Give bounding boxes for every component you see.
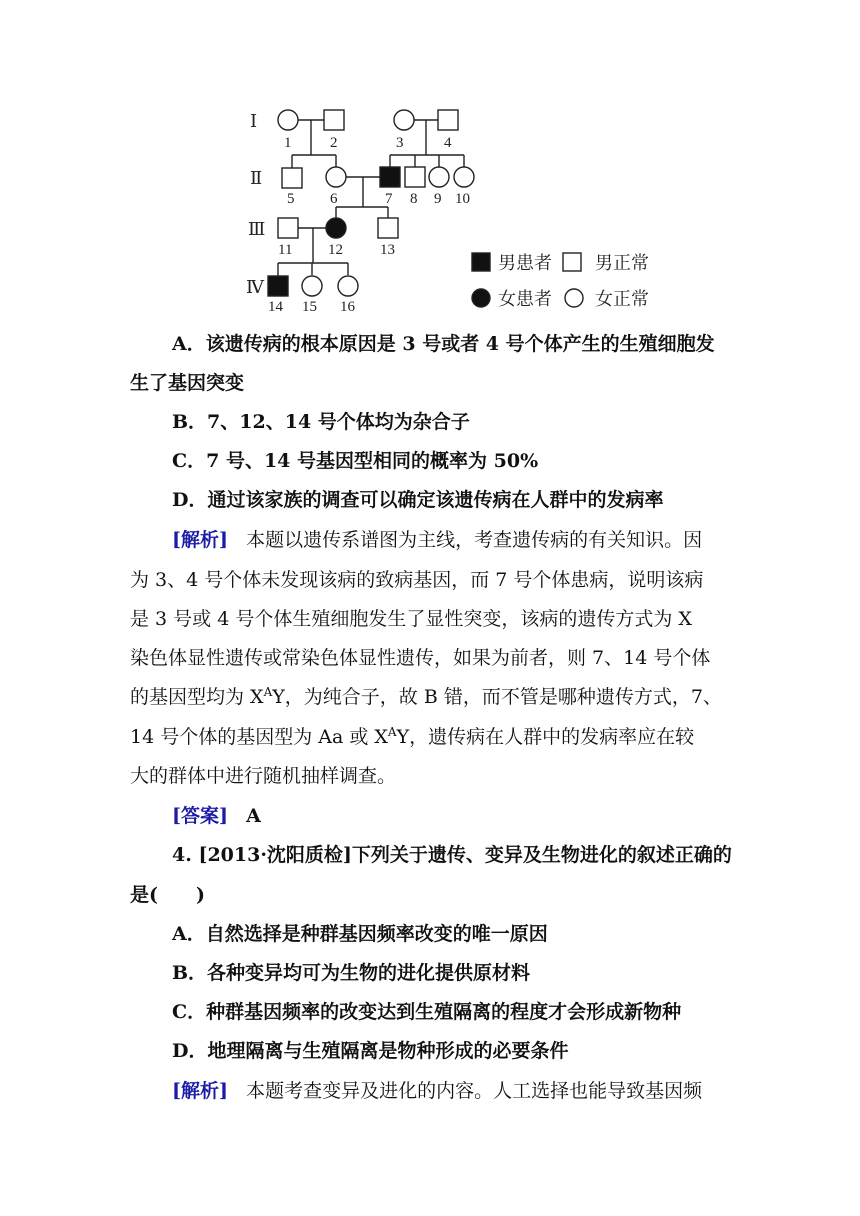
individual-2-male-normal: [324, 110, 344, 130]
individual-number: 13: [380, 242, 395, 258]
individual-number: 15: [302, 299, 317, 315]
generation-label: Ⅰ: [250, 111, 258, 131]
q3-option-b: B．7、12、14 号个体均为杂合子: [172, 411, 470, 433]
individual-5-male-normal: [282, 168, 302, 188]
individual-13-male-normal: [378, 218, 398, 238]
individual-7-male-affected: [380, 167, 400, 187]
q4-option-c: [172, 1001, 681, 1023]
pedigree-legend: [472, 253, 649, 309]
individual-4-male-normal: [438, 110, 458, 130]
q3-answer-line: [172, 805, 261, 827]
q3-analysis-line6: [130, 726, 694, 748]
q3-option-a-line2: 生了基因突变: [130, 372, 245, 394]
individual-8-male-normal: [405, 167, 425, 187]
text-segment: Y，为纯合子，故 B 错，而不管是哪种遗传方式，7、: [272, 686, 722, 708]
generation-label: Ⅱ: [250, 168, 263, 188]
q3-analysis-line4: 染色体显性遗传或常染色体显性遗传，如果为前者，则 7、14 号个体: [130, 647, 711, 669]
q4-stem-line2: 是( ): [130, 884, 205, 906]
legend-female-affected-icon: [472, 289, 490, 307]
individual-6-female-normal: [326, 167, 346, 187]
q4-option-c-text: C．种群基因频率的改变达到生殖隔离的程度才会形成新物种: [172, 1001, 682, 1023]
individual-10-female-normal: [454, 167, 474, 187]
legend-male-normal-label: 男正常: [595, 253, 649, 273]
text-segment: 的基因型均为 X: [130, 686, 264, 708]
individual-9-female-normal: [429, 167, 449, 187]
q3-analysis-line7: 大的群体中进行随机抽样调查。: [130, 765, 397, 787]
q3-analysis-text: 本题以遗传系谱图为主线，考查遗传病的有关知识。因: [246, 529, 703, 551]
individual-number: 12: [328, 242, 343, 258]
q4-option-d: [172, 1040, 568, 1062]
individual-1-female-normal: [278, 110, 298, 130]
individual-number: 9: [434, 191, 442, 207]
q3-answer-value: A: [246, 805, 261, 827]
q3-analysis-line1: [172, 529, 702, 551]
individual-14-male-affected: [268, 276, 288, 296]
q4-stem-line1: 4. [2013·沈阳质检]下列关于遗传、变异及生物进化的叙述正确的: [172, 844, 732, 866]
q3-analysis-line5: [130, 686, 722, 708]
individual-number: 1: [284, 135, 292, 151]
individual-number: 11: [278, 242, 293, 258]
individual-number: 7: [385, 191, 393, 207]
q3-option-c: C．7 号、14 号基因型相同的概率为 50%: [172, 450, 539, 472]
q4-option-b: [172, 962, 530, 984]
q4-analysis-tag: [解析]: [172, 1080, 228, 1102]
individual-15-female-normal: [302, 276, 322, 296]
legend-female-normal-icon: [565, 289, 583, 307]
individual-number: 4: [444, 135, 452, 151]
text-segment: 14 号个体的基因型为 Aa 或 X: [130, 726, 388, 748]
individual-number: 6: [330, 191, 338, 207]
individual-number: 5: [287, 191, 295, 207]
individual-number: 10: [455, 191, 470, 207]
superscript: A: [263, 685, 273, 699]
q4-option-a: [172, 923, 548, 945]
q3-answer-tag: [答案]: [172, 805, 228, 827]
q3-analysis-line3: 是 3 号或 4 号个体生殖细胞发生了显性突变，该病的遗传方式为 X: [130, 608, 692, 630]
legend-male-normal-icon: [563, 253, 581, 271]
text-segment: Y，遗传病在人群中的发病率应在较: [396, 726, 695, 748]
q4-option-d-text: D．地理隔离与生殖隔离是物种形成的必要条件: [172, 1040, 569, 1062]
individual-number: 3: [396, 135, 404, 151]
legend-female-normal-label: 女正常: [595, 289, 649, 309]
q4-option-a-text: A．自然选择是种群基因频率改变的唯一原因: [172, 923, 548, 945]
legend-female-affected-label: 女患者: [498, 289, 552, 309]
pedigree-chart: [240, 95, 670, 325]
individual-16-female-normal: [338, 276, 358, 296]
individual-number: 16: [340, 299, 355, 315]
q4-option-b-text: B．各种变异均可为生物的进化提供原材料: [172, 962, 531, 984]
q4-analysis-text: 本题考查变异及进化的内容。人工选择也能导致基因频: [246, 1080, 703, 1102]
individual-number: 8: [410, 191, 418, 207]
q4-analysis-line1: [172, 1080, 702, 1102]
legend-male-affected-label: 男患者: [498, 253, 552, 273]
q3-analysis-line2: 为 3、4 号个体未发现该病的致病基因，而 7 号个体患病，说明该病: [130, 569, 704, 591]
individual-number: 14: [268, 299, 283, 315]
generation-label: Ⅲ: [248, 219, 266, 239]
individual-12-female-affected: [326, 218, 346, 238]
individual-number: 2: [330, 135, 338, 151]
individual-11-male-normal: [278, 218, 298, 238]
q3-option-d: D．通过该家族的调查可以确定该遗传病在人群中的发病率: [172, 489, 664, 511]
legend-male-affected-icon: [472, 253, 490, 271]
superscript: A: [387, 725, 397, 739]
q3-option-a-line1: A．该遗传病的根本原因是 3 号或者 4 号个体产生的生殖细胞发: [172, 333, 715, 355]
individual-3-female-normal: [394, 110, 414, 130]
generation-label: Ⅳ: [246, 277, 264, 297]
q3-analysis-tag: [解析]: [172, 529, 228, 551]
